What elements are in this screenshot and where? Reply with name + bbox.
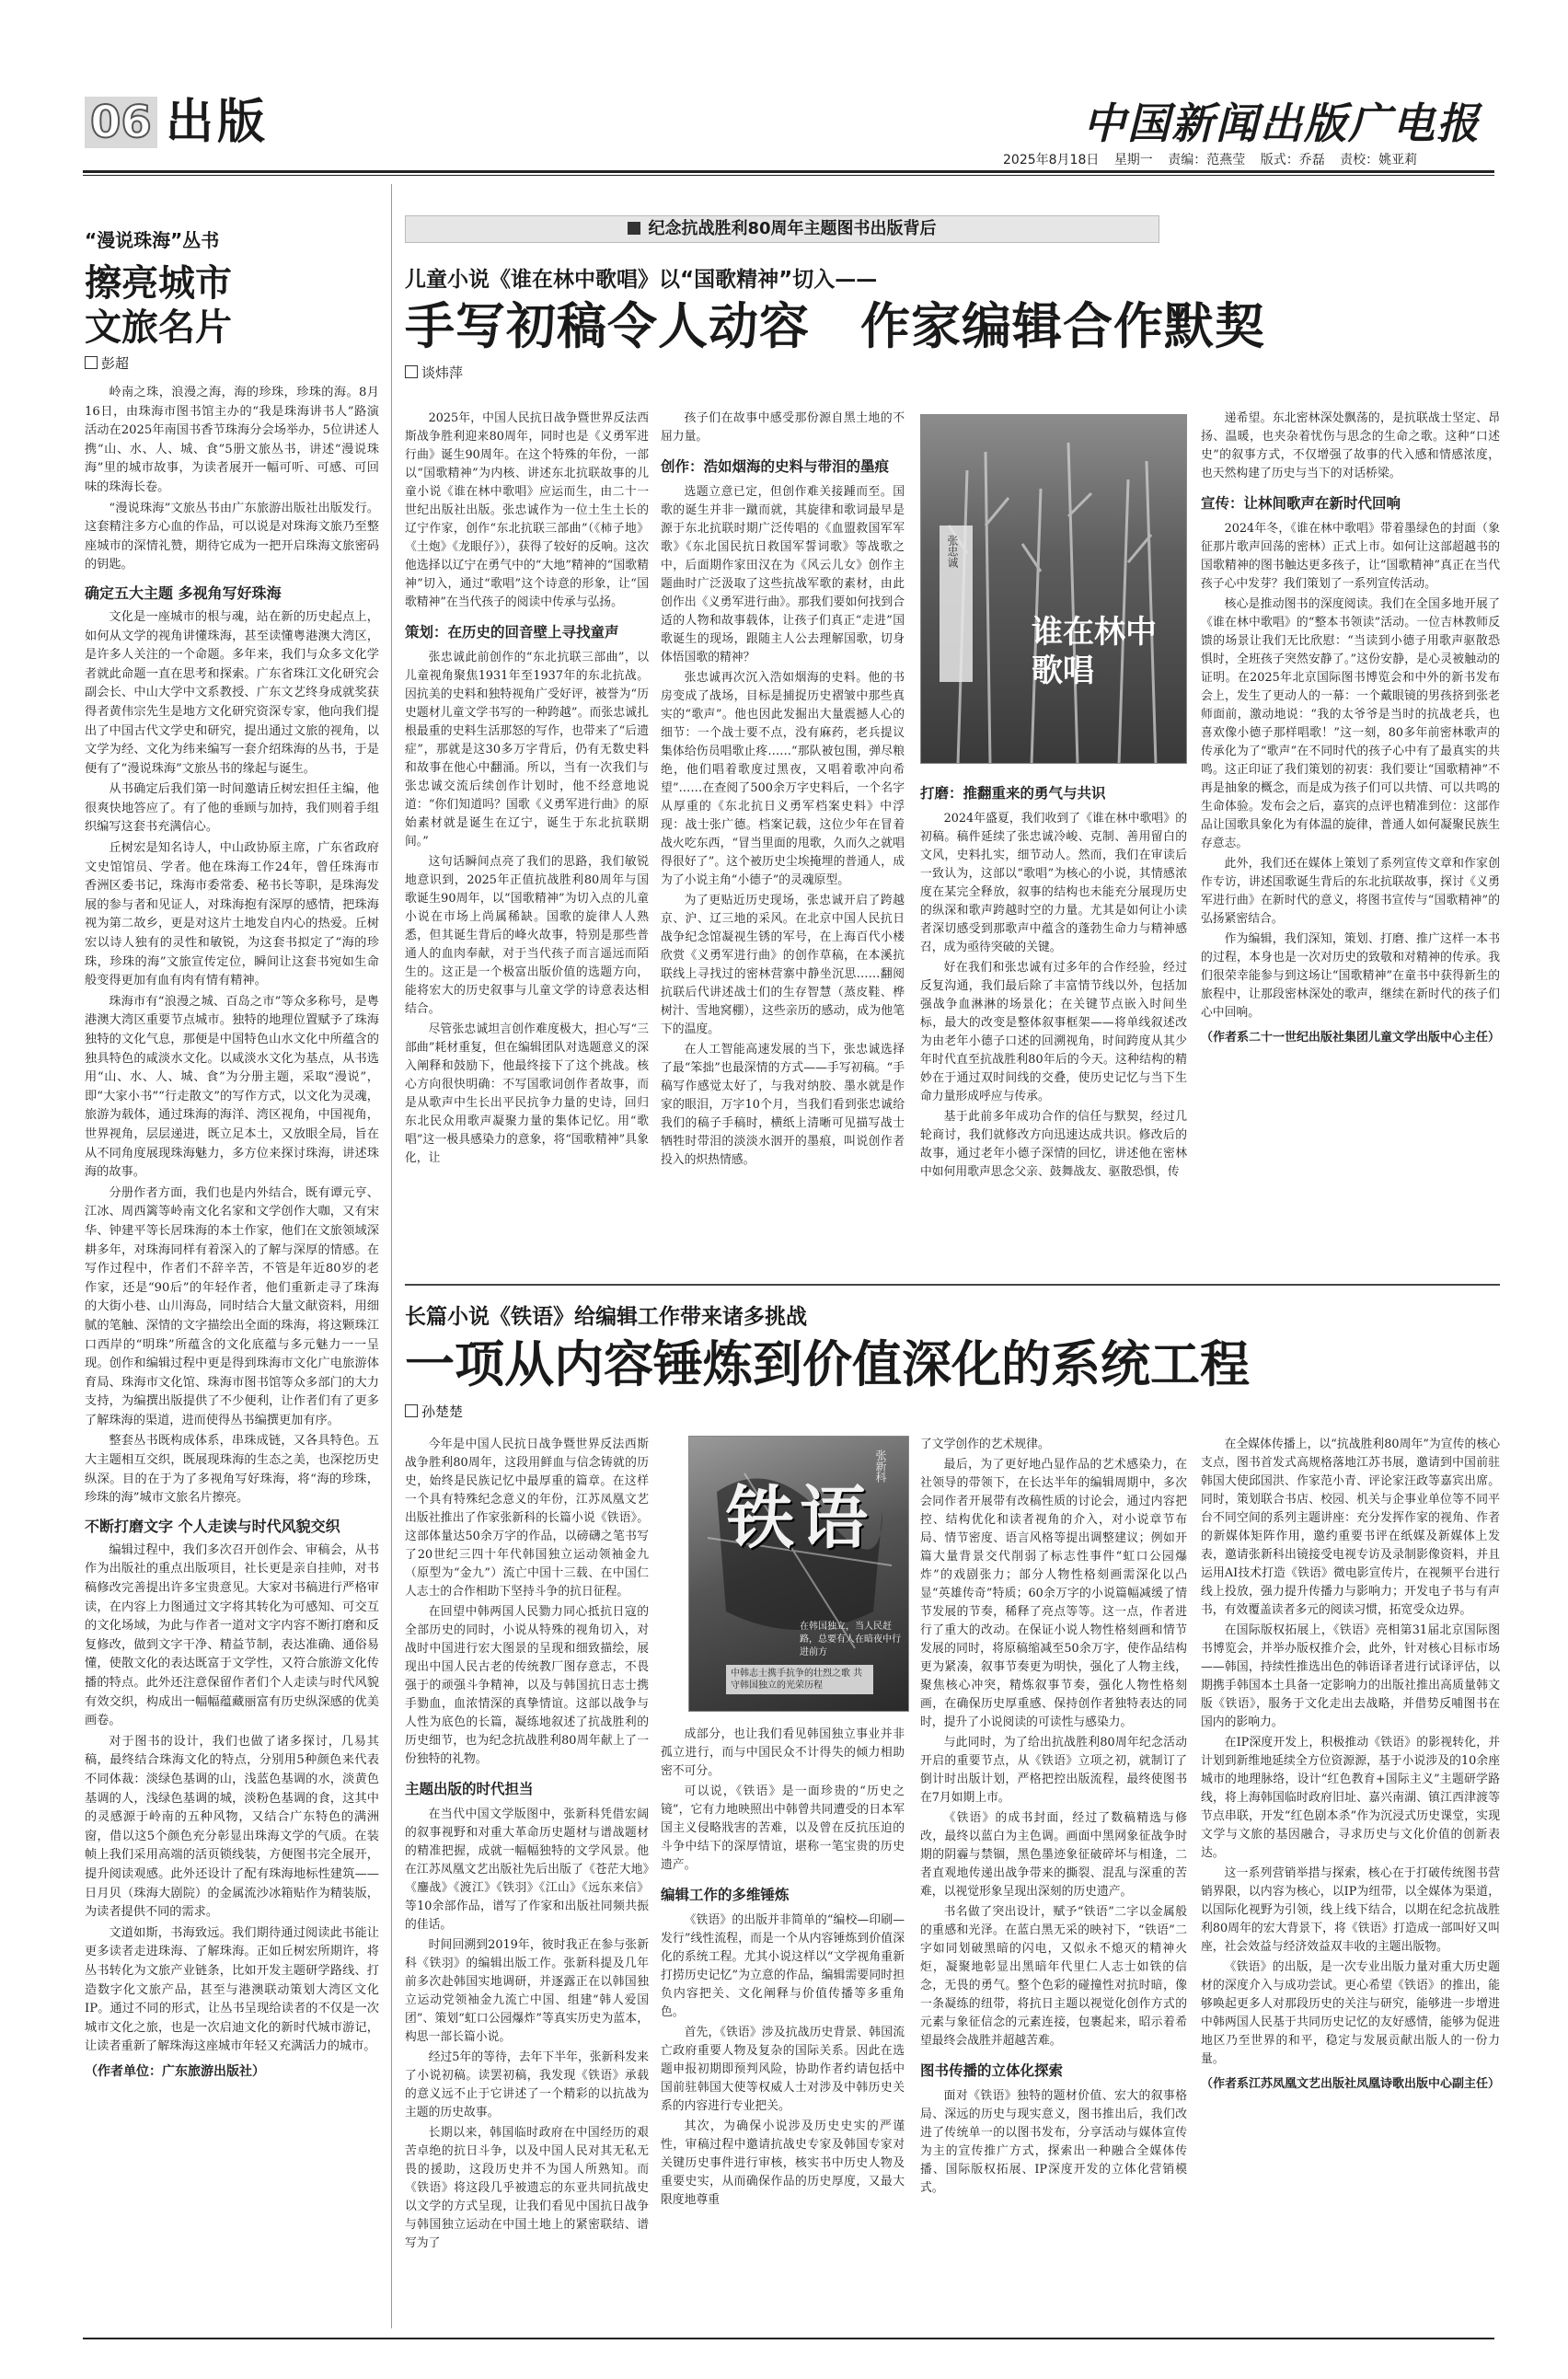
left-paragraph: 对于图书的设计，我们也做了诸多探讨，几易其稿，最终结合珠海文化的特点，分别用5种颜色来代表不同体裁：淡绿色基调的山，浅蓝色基调的水，淡黄色基调的人，浅绿色基调的城，淡粉色基调的食，这其中的灵感源于岭南的五种风物，又结合广东特色的满洲窗，借以这5个颜色充分彰显出珠海文学的气质。在装帧上我们采用高端的活页锁线装，方便图书完全展开，提升阅读观感。此外还设计了配有珠海地标性建筑——日月贝（珠海大剧院）的金属流沙冰箱贴作为精装版，为读者提供不同的需求。: [85, 1734, 379, 1920]
bottom-subhead: 编辑工作的多维锤炼: [661, 1887, 790, 1903]
article-divider: [405, 1284, 1500, 1286]
book-cover-image: [688, 1436, 909, 1712]
top-article-head: [405, 262, 1500, 393]
top-credit: （作者系二十一世纪出版社集团儿童文学出版中心主任）: [1201, 1031, 1501, 1045]
left-kicker: “漫说珠海”丛书: [85, 229, 220, 251]
paper-name: 中国新闻出版广电报: [1083, 98, 1481, 148]
book-cover-image: [920, 414, 1187, 764]
bottom-credit: （作者系江苏凤凰文艺出版社凤凰诗歌出版中心副主任）: [1201, 2077, 1501, 2091]
book-2-title: 铁语: [726, 1479, 873, 1558]
issue-date: 2025年8月18日: [1003, 153, 1100, 167]
bottom-col-4: [1201, 1436, 1500, 2094]
left-paragraph: 从书确定后我们第一时间邀请丘树宏担任主编，他很爽快地答应了。有了他的垂顾与加持，我们则着手组织编写这套书充满信心。: [85, 782, 379, 835]
bottom-paragraph: 长期以来，韩国临时政府在中国经历的艰苦卓绝的抗日斗争，以及中国人民对其无私无畏的援助，这段历史并不为国人所熟知。而《铁语》将这段几乎被遗忘的东亚共同抗战史以文学的方式呈现，让我们看见中国抗日战争与韩国独立运动在中国土地上的紧密联结、谱写为了: [405, 2126, 649, 2250]
top-byline: 谈炜萍: [405, 363, 1500, 382]
bottom-paragraph: 时间回溯到2019年，彼时我正在参与张新科《铁羽》的编辑出版工作。张新科提及几年前多次赴韩国实地调研，并逐露正在以韩国独立运动党领袖金九流亡中国、组建“韩人爱国团”、策划“虹口公园爆炸”等真实历史为蓝本，构思一部长篇小说。: [405, 1938, 649, 2044]
top-paragraph: 为了更贴近历史现场，张忠诚开启了跨越京、沪、辽三地的采风。在北京中国人民抗日战争纪念馆凝视生锈的军号，在上海百代小楼欣赏《义勇军进行曲》的创作草稿，在本溪抗联线上寻找过的密林营寨中静坐沉思……翻阅抗联后代讲述战士们的生存智慧（蒸皮鞋、桦树汁、雪地窝棚），这些亲历的感动，成为他笔下的温度。: [661, 894, 905, 1036]
bottom-paragraph: 与此同时，为了给出抗战胜利80周年纪念活动开启的重要节点，从《铁语》立项之初，就制订了倒计时出版计划，严格把控出版流程，最终使图书在7月如期上市。: [920, 1736, 1187, 1805]
bottom-kicker: 长篇小说《铁语》给编辑工作带来诸多挑战: [405, 1305, 807, 1329]
top-paragraph: 好在我们和张忠诚有过多年的合作经验，经过反复沟通，我们最后除了丰富情节线以外，包括加强战争血淋淋的场景化；在关键节点嵌入时间坐标，最大的改变是整体叙事框架——将单线叙述改为由老年小德子口述的回溯视角，时间跨度从其少年时代直至抗战胜利80年后的今天。这种结构的精妙在于通过双时间线的交叠，使历史记忆与当下生命力量形成呼应与传承。: [920, 961, 1187, 1103]
bottom-byline: 孙楚楚: [405, 1402, 1500, 1421]
left-paragraph: 文道如斯，书海致远。我们期待通过阅读此书能让更多读者走进珠海、了解珠海。正如丘树宏所期许，将丛书转化为文旅产业链条，比如开发主题研学路线、打造数字化文旅产品，甚至与港澳联动策划大湾区文化IP。通过不同的形式，让丛书呈现给读者的不仅是一次城市文化之旅，也是一次启迪文化的新时代城市游记，让读者重新了解珠海这座城市年轻又充满活力的城市。: [85, 1925, 379, 2054]
top-paragraph: 孩子们在故事中感受那份源自黑土地的不屈力量。: [661, 411, 905, 444]
bottom-headline: 一项从内容锤炼到价值深化的系统工程: [405, 1334, 1250, 1393]
bottom-paragraph: 首先，《铁语》涉及抗战历史背景、韩国流亡政府重要人物及复杂的国际关系。因此在选题申报初期即预判风险，协助作者约请包括中国前驻韩国大使等权威人士对涉及中韩历史关系的内容进行专业把关。: [661, 2026, 905, 2113]
bottom-paragraph: 在IP深度开发上，积极推动《铁语》的影视转化，并计划到新维地延续全方位资源源，基于小说涉及的10余座城市的地理脉络，设计“红色教育+国际主义”主题研学路线，将上海韩国临时政府旧址、嘉兴南湖、镇江西津渡等节点串联，开发“红色剧本杀”作为沉浸式历史课堂，实现文学与文旅的基因融合，寻求历史与文化价值的创新表达。: [1201, 1736, 1500, 1860]
masthead-rule-thin: [83, 175, 1494, 176]
bottom-paragraph: 这一系列营销举措与探索，核心在于打破传统图书营销界限，以内容为核心，以IP为纽带，以全媒体为渠道，以国际化视野为引领，线上线下结合，以期在纪念抗战胜利80周年的宏大背景下，将《铁语》打造成一部叫好又叫座，社会效益与经济效益双丰收的主题出版物。: [1201, 1866, 1500, 1954]
issue-proof: 责校：姚亚莉: [1340, 153, 1418, 167]
footer-rule: [83, 2338, 1494, 2339]
issue-meta: [1003, 150, 1428, 168]
top-subhead: 创作：浩如烟海的史料与带泪的墨痕: [661, 458, 890, 475]
left-paragraph: 丘树宏是知名诗人，中山政协原主席，广东省政府文史馆馆员、学者。他在珠海工作24年，曾任珠海市香洲区委书记，珠海市委常委、秘书长等职，是珠海发展的参与者和见证人，对珠海抱有深厚的感情，把珠海视为第二故乡，更是对这片土地发自内心的热爱。丘树宏以诗人独有的灵性和敏锐，为这套书拟定了“海的珍珠，珍珠的海”文旅宣传定位，瞬间让这套书宛如生命般变得更加有血有肉有情有精神。: [85, 841, 379, 988]
top-paragraph: 这句话瞬间点亮了我们的思路，我们敏锐地意识到，2025年正值抗战胜利80周年与国歌诞生90周年，以“国歌精神”为切入点的儿童小说在市场上尚属稀缺。国歌的旋律人人熟悉，但其诞生背后的峰火故事，特别是那些普通人的血肉奉献，对于当代孩子而言遥远而陌生的。这正是一个极富出版价值的选题方向，能将宏大的历史叙事与儿童文学的诗意表达相结合。: [405, 855, 649, 1016]
bottom-paragraph: 在回望中韩两国人民勠力同心抵抗日寇的全部历史的同时，小说从特殊的视角切入，对战时中国进行宏大图景的呈现和细致描绘，展现出中国人民古老的传统教厂图存意志，不畏强于的顽强斗争精神，以及与韩国抗日志士携手勠血，血浓情深的真挚情谊。这部以战争与人性为底色的长篇，凝练地叙述了抗战胜利的历史细节，也为纪念抗战胜利80周年献上了一份独特的礼物。: [405, 1605, 649, 1766]
left-paragraph: 岭南之珠，浪漫之海，海的珍珠，珍珠的海。8月16日，由珠海市图书馆主办的“我是珠海讲书人”路演活动在2025年南国书香节珠海分会场举办，5位讲述人携“山、水、人、城、食”5册文旅丛书，讲述“漫说珠海”里的城市故事，为读者展开一幅可听、可感、可回味的珠海长卷。: [85, 386, 379, 494]
top-col-1: [405, 410, 649, 1170]
bottom-paragraph: 在全媒体传播上，以“抗战胜利80周年”为宣传的核心支点，图书首发式高规格落地江苏书展，邀请到中国前驻韩国大使邱国洪、作家范小青、评论家汪政等嘉宾出席。同时，策划联合书店、校园、机关与企事业单位等不同平台不同空间的系列主题讲座：充分发挥作家的视角、作者的新媒体矩阵作用，邀约重要书评在纸媒及新媒体上发表，邀请张新科出镜接受电视专访及录制影像资料，并且运用AI技术打造《铁语》微电影宣传片，在视频平台进行线上投放，强力提升传播力与影响力；开发电子书与有声书，有效覆盖读者多元的阅读习惯，拓宽受众边界。: [1201, 1438, 1500, 1617]
top-paragraph: 张忠诚此前创作的“东北抗联三部曲”，以儿童视角聚焦1931年至1937年的东北抗战。因抗美的史料和独特视角广受好评，被誉为“历史题材儿童文学书写的一种跨越”。而张忠诚扎根最重的史料生活那怒的写作，也带来了“后遗症”，那就是这30多万字背后，仍有无数史料和故事在他心中翻涌。所以，当有一次我们与张忠诚交流后续创作计划时，他不经意地说道：“你们知道吗？国歌《义勇军进行曲》的原始素材就是诞生在辽宁，诞生于东北抗联期间。”: [405, 651, 649, 849]
top-subhead: 打磨：推翻重来的勇气与共识: [920, 785, 1106, 802]
bottom-paragraph: 了文学创作的艺术规律。: [920, 1438, 1050, 1451]
top-paragraph: 此外，我们还在媒体上策划了系列宣传文章和作家创作专访，讲述国歌诞生背后的东北抗联故事，探讨《义勇军进行曲》在新时代的意义，将图书宣传与“国歌精神”的弘扬紧密结合。: [1201, 857, 1500, 926]
book-2-author: 张新科: [874, 1449, 887, 1483]
left-headline-2: 文旅名片: [85, 306, 232, 349]
top-paragraph: 递希望。东北密林深处飘荡的，是抗联战士坚定、昂扬、温暖，也夹杂着忧伤与思念的生命之歌。这种“口述史”的叙事方式，不仅增强了故事的代入感和情感浓度，也天然构建了历史与当下的对话桥梁。: [1201, 411, 1500, 480]
forest-illustration: [921, 415, 1187, 764]
book-2-tagline: 中韩志士携手抗争的壮烈之歌 共守韩国独立的光荣历程: [726, 1665, 873, 1694]
bottom-paragraph: 可以说，《铁语》是一面珍贵的“历史之镜”，它有力地映照出中韩曾共同遭受的日本军国主义侵略戕害的苦难，以及曾在反抗压迫的斗争中结下的深厚情谊，堪称一笔宝贵的历史遗产。: [661, 1784, 905, 1872]
bottom-paragraph: 成部分，也让我们看见韩国独立事业并非孤立进行，而与中国民众不计得失的倾力相助密不可分。: [661, 1727, 905, 1778]
top-paragraph: 尽管张忠诚坦言创作难度极大，担心写“三部曲”耗材重复，但在编辑团队对选题意义的深入阐释和鼓励下，他最终接下了这个挑战。核心方向很快明确：不写国歌词创作者故事，而是从歌声中生长出平民抗争力量的史诗，回归东北民众用歌声凝聚力量的集体记忆。用“歌唱”这一极具感染力的意象，将“国歌精神”具象化，让: [405, 1022, 649, 1165]
bottom-paragraph: 《铁语》的出版并非简单的“编校—印刷—发行”线性流程，而是一个从内容锤炼到价值深化的系统工程。尤其小说这样以“文学视角重新打捞历史记忆”为立意的作品，编辑需要同时担负内容把关、文化阐释与价值传播等多重角色。: [661, 1913, 905, 2019]
topic-band: 纪念抗战胜利80周年主题图书出版背后: [405, 215, 1159, 243]
top-col-3: [920, 773, 1187, 1184]
bottom-subhead: 主题出版的时代担当: [405, 1781, 534, 1797]
issue-designer: 版式：乔磊: [1260, 153, 1325, 167]
book-1-author: 张忠诚: [946, 535, 959, 568]
left-paragraph: 编辑过程中，我们多次召开创作会、审稿会，从书作为出版社的重点出版项目，社长更是亲自挂帅，对书稿修改完善提出许多宝贵意见。大家对书稿进行严格审读，在内容上力图通过文字将其转化为可感知、可交互的文化场域，为此与作者一道对文字内容不断打磨和反复修改，做到文字干净、精益节制，表达准确、通俗易懂，使散文化的表达既富于文学性，又符合旅游文化传播的特点。此外还注意保留作者们个人走读与时代风貌有效交织，构成出一幅幅蕴藏丽富有历史纵深感的优美画卷。: [85, 1542, 379, 1728]
top-paragraph: 张忠诚再次沉入浩如烟海的史料。他的书房变成了战场，目标是捕捉历史褶皱中那些真实的“歌声”。他也因此发掘出大量震撼人心的细节：一个战士要不点，没有麻药，老兵提议集体给伤员唱歌止疼……“那队被包围，弹尽粮绝，他们唱着歌度过黑夜，又唱着歌冲向希望”……在查阅了500余万字史料后，一个名字从厚重的《东北抗日义勇军档案史料》中浮现：战士张广德。档案记载，这位少年在冒着战火吃东西，“冒当里面的甩歌，久而久之就唱得很好了”。这个被历史尘埃掩埋的普通人，成为了小说主角“小德子”的灵魂原型。: [661, 671, 905, 887]
left-paragraph: “漫说珠海”文旅丛书由广东旅游出版社出版发行。这套精注多方心血的作品，可以说是对珠海文旅乃至整座城市的深情礼赞，期待它成为一把开启珠海文旅密码的钥匙。: [85, 501, 379, 572]
top-paragraph: 选题立意已定，但创作难关接踵而至。国歌的诞生并非一蹴而就，其旋律和歌词最早是源于东北抗联时期广泛传唱的《血盟救国军军歌》《东北国民抗日救国军誓词歌》等战歌之中，后面期作家田汉在为《风云儿女》创作主题曲时广泛汲取了这些抗战军歌的素材，由此创作出《义勇军进行曲》。那我们要如何找到合适的人物和故事载体，让孩子们真正“走进”国歌诞生的现场，跟随主人公去理解国歌，切身体悟国歌的精神？: [661, 485, 905, 664]
top-subhead: 宣传：让林间歌声在新时代回响: [1201, 495, 1401, 512]
top-headline: 手写初稿令人动容 作家编辑合作默契: [405, 296, 1265, 355]
page-number: 06: [85, 97, 157, 148]
top-kicker: 儿童小说《谁在林中歌唱》以“国歌精神”切入——: [405, 268, 878, 292]
left-paragraph: 文化是一座城市的根与魂，站在新的历史起点上，如何从文学的视角讲懂珠海，甚至读懂粤港澳大湾区，是许多人关注的一个命题。多年来，我们与众多文化学者就此命题一直在思考和探索。广东省珠江文化研究会副会长、中山大学中文系教授、广东文艺终身成就奖获得者黄伟宗先生是地方文化研究资深专家，他向我们提出了中国古代文学史和研究，提出通过文旅的视角，以文学为经、文化为纬来编写一套介绍珠海的丛书，于是便有了“漫说珠海”文旅丛书的缘起与诞生。: [85, 609, 379, 776]
book-1-title: 谁在林中歌唱: [1032, 614, 1157, 689]
bottom-paragraph: 在当代中国文学版图中，张新科凭借宏阔的叙事视野和对重大革命历史题材与谱战题材的精准把握，成就一幅幅独特的文学风景。他在江苏凤凰文艺出版社先后出版了《苍茫大地》《鏖战》《渡江》《铁羽》《江山》《远东来信》等10余部作品，谱写了作家和出版社同频共振的佳话。: [405, 1807, 649, 1932]
bottom-col-2: [661, 1726, 905, 2212]
bottom-paragraph: 其次，为确保小说涉及历史史实的严谨性，审稿过程中邀请抗战史专家及韩国专家对关键历史事件进行审核，核实书中历史人物及重要史实，从而确保作品的历史厚度，又最大限度地尊重: [661, 2119, 905, 2207]
bottom-col-3: [920, 1436, 1187, 2200]
masthead-rule: [83, 170, 1494, 173]
top-subhead: 策划：在历史的回音壁上寻找童声: [405, 624, 619, 641]
left-byline: 彭超: [85, 353, 379, 373]
bottom-paragraph: 《铁语》的出版，是一次专业出版力量对重大历史题材的深度介入与成功尝试。更心希望《铁语》的推出，能够唤起更多人对那段历史的关注与研究，能够进一步增进中韩两国人民基于共同历史记忆的友好感情，能够为促进地区乃至世界的和平，稳定与发展贡献出版人的一份力量。: [1201, 1960, 1500, 2066]
left-paragraph: 分册作者方面，我们也是内外结合，既有谭元亨、江冰、周西篱等岭南文化名家和文学创作大咖，又有宋华、钟建平等长居珠海的本土作家，他们在文旅领域深耕多年，对珠海同样有着深入的了解与深厚的情感。在写作过程中，作者们不辞辛苦，不管是年近80岁的老作家，还是“90后”的年轻作者，他们重新走寻了珠海的大街小巷、山川海岛，同时结合大量文献资料，用细腻的笔触、深情的文字描绘出全面的珠海，将这颗珠江口西岸的“明珠”所蕴含的文化底蕴与多元魅力一一呈现。创作和编辑过程中更是得到珠海市文化广电旅游体育局、珠海市文化馆、珠海市图书馆等众多部门的大力支持，为编撰出版提供了不少便利，让作者们有了更多了解珠海的渠道，进而使得丛书编撰更加有序。: [85, 1185, 379, 1427]
column-divider: [391, 184, 392, 2328]
left-subhead: 确定五大主题 多视角写好珠海: [85, 583, 282, 602]
left-headline-1: 擦亮城市: [85, 261, 232, 305]
bottom-paragraph: 书名做了突出设计，赋予“铁语”二字以金属般的重感和光泽。在蓝白黑无采的映衬下，“铁语”二字如同划破黑暗的闪电，又似永不熄灭的精神火炬，凝聚地彰显出黑暗年代里仁人志士如铁的信念，无畏的勇气。整个色彩的碰撞性对抗时暗，像一条凝练的纽带，将抗日主题以视觉化创作方式的元素与象征信念的元素连接，包裹起来，昭示着希望最终会战胜并超越苦难。: [920, 1905, 1187, 2048]
book-2-blurb: 在韩国独立，当人民赶路，总要有人在暗夜中行进前方: [800, 1622, 901, 1657]
top-paragraph: 2025年，中国人民抗日战争暨世界反法西斯战争胜利迎来80周年，同时也是《义勇军进行曲》诞生90周年。在这个特殊的年份，一部以“国歌精神”为内核、讲述东北抗联故事的儿童小说《谁在林中歌唱》应运而生，由二十一世纪出版社出版。张忠诚作为一位土生土长的辽宁作家，创作“东北抗联三部曲”（《柿子地》《土炮》《龙眼仔》），获得了较好的反响。这次他选择以辽宁在勇气中的“大地”精神的“国歌精神”切入，通过“歌唱”这个诗意的形象，让“国歌精神”在当代孩子的阅读中传承与弘扬。: [405, 411, 649, 609]
issue-editor: 责编：范燕莹: [1168, 153, 1246, 167]
bottom-paragraph: 经过5年的等待，去年下半年，张新科发来了小说初稿。读罢初稿，我发现《铁语》承载的意义远不止于它讲述了一个精彩的以抗战为主题的历史故事。: [405, 2050, 649, 2119]
bottom-paragraph: 最后，为了更好地凸显作品的艺术感染力，在社领导的带领下，在长达半年的编辑周期中，多次会同作者开展带有改稿性质的讨论会，通过内容把控、结构优化和读者视角的介入，对小说章节布局、情节密度、语言风格等提出调整建议；例如开篇大量背景交代削弱了标志性事件“虹口公园爆炸”的戏剧张力；部分人物性格刻画需深化以凸显“英雄传奇”特质；60余万字的小说篇幅减缓了情节发展的节奏，稀释了亮点等等。这一点，作者进行了重大的改动。在保证小说人物性格刻画和情节发展的同时，将原稿缩减至50余万字，使作品结构更为紧凑，叙事节奏更为明快，强化了人物主线，聚焦核心冲突，精炼叙事节奏，强化人物性格刻画，在确保历史厚重感、保持创作者独特表达的同时，提升了小说阅读的可读性与感染力。: [920, 1458, 1187, 1729]
top-col-2: [661, 410, 905, 1172]
top-paragraph: 在人工智能高速发展的当下，张忠诚选择了最“笨拙”也最深情的方式——手写初稿。“手稿写作感觉太好了，与我对纳胶、墨水就是作家的眼泪，万字10个月，当我们看到张忠诚给我们的稿子手稿时，横纸上清晰可见描写战士牺牲时带泪的淡淡水洇开的墨痕，叫说创作者投入的炽热情感。: [661, 1043, 905, 1167]
top-paragraph: 2024年冬，《谁在林中歌唱》带着墨绿色的封面（象征那片歌声回荡的密林）正式上市。如何让这部超越书的国歌精神的图书触达更多孩子，让“国歌精神”真正在当代孩子心中发芽？我们策划了一系列宣传活动。: [1201, 522, 1500, 591]
bottom-article-head: [405, 1299, 1500, 1432]
left-article: [85, 225, 379, 2082]
bottom-col-1: [405, 1436, 649, 2255]
top-paragraph: 核心是推动图书的深度阅读。我们在全国多地开展了《谁在林中歌唱》的“整本书领读”活动。一位吉林教师反馈的场景让我们无比欣慰：“当读到小德子用歌声驱散恐惧时，全班孩子突然安静了。”这份安静，是心灵被触动的证明。在2025年北京国际图书博览会和中外的新书发布会上，发生了更动人的一幕：一个戴眼镜的男孩挤到张老师面前，激动地说：“我的太爷爷是当时的抗战老兵，也喜欢像小德子那样唱歌！”这一刻，80多年前密林歌声的传承化为了“歌声”在不同时代的孩子心中有了最真实的共鸣。这正印证了我们策划的初衷：我们要让“国歌精神”不再是抽象的概念，而是成为孩子们可以共情、可以共鸣的生命体验。发布会之后，嘉宾的点评也精准到位：这部作品让国歌具象化为有体温的旋律，普通人如何凝聚民族生存意志。: [1201, 597, 1500, 850]
left-paragraph: 整套丛书既构成体系，串珠成链，又各具特色。五大主题相互交织，既展现珠海的生态之美，也深挖历史纵深。目的在于为了多视角写好珠海，将“海的珍珠，珍珠的海”城市文旅名片擦亮。: [85, 1434, 379, 1506]
top-paragraph: 基于此前多年成功合作的信任与默契，经过几轮商讨，我们就修改方向迅速达成共识。修改后的故事，通过老年小德子深情的回忆，讲述他在密林中如何用歌声思念父亲、鼓舞战友、驱散恐惧，传: [920, 1110, 1187, 1179]
left-subhead: 不断打磨文字 个人走读与时代风貌交织: [85, 1517, 340, 1535]
bottom-paragraph: 《铁语》的成书封面，经过了数稿精选与修改，最终以蓝白为主色调。画面中黑网象征战争时期的阴霾与禁锢，黑色墨迹象征破碎坏与相逢，二者直观地传递出战争带来的撕裂、混乱与深重的苦难，以视觉形象呈现出深刻的历史遗产。: [920, 1811, 1187, 1899]
bottom-paragraph: 面对《铁语》独特的题材价值、宏大的叙事格局、深远的历史与现实意义，图书推出后，我们改进了传统单一的以图书发布，分享活动与媒体宣传为主的宣传推广方式，探索出一种融合全媒体传播、国际版权拓展、IP深度开发的立体化营销模式。: [920, 2089, 1187, 2195]
top-col-4: [1201, 410, 1500, 1047]
top-paragraph: 2024年盛夏，我们收到了《谁在林中歌唱》的初稿。稿件延续了张忠诚冷峻、克制、善用留白的文风，史料扎实，细节动人。然而，我们在审读后一致认为，这部以“歌唱”为核心的小说，其情感浓度在某完全释放，叙事的结构也未能充分展现历史的纵深和歌声跨越时空的力量。尤其是如何让小读者深切感受到那歌声中蕴含的蓬勃生命力与精神感召，成为亟待突破的关键。: [920, 812, 1187, 954]
bottom-paragraph: 今年是中国人民抗日战争暨世界反法西斯战争胜利80周年，这段用鲜血与信念铸就的历史，始终是民族记忆中最厚重的篇章。在这样一个具有特殊纪念意义的年份，江苏凤凰文艺出版社推出了作家张新科的长篇小说《铁语》。这部体量达50余万字的作品，以磅礴之笔书写了20世纪三四十年代韩国独立运动领袖金九（原型为“金九”）流亡中国十三载、在中国仁人志士的合作相助下坚持斗争的抗日征程。: [405, 1438, 649, 1599]
issue-weekday: 星期一: [1113, 153, 1153, 167]
top-paragraph: 作为编辑，我们深知，策划、打磨、推广这样一本书的过程，本身也是一次对历史的致敬和对精神的传承。我们很荣幸能参与到这场让“国歌精神”在童书中获得新生的旅程中，让那段密林深处的歌声，继续在新时代的孩子们心中回响。: [1201, 932, 1500, 1020]
bottom-subhead: 图书传播的立体化探索: [920, 2062, 1064, 2079]
bottom-paragraph: 在国际版权拓展上，《铁语》亮相第31届北京国际图书博览会，并举办版权推介会，此外，针对核心目标市场——韩国，持续性推选出色的韩语译者进行试译评估，以期携手韩国本土具备一定影响力的出版社推出高质量韩文版《铁语》，服务于文化走出去战略，并借势反哺图书在国内的影响力。: [1201, 1623, 1500, 1729]
left-paragraph: 珠海市有“浪漫之城、百岛之市”等众多称号，是粤港澳大湾区重要节点城市。独特的地理位置赋予了珠海独特的文化气息，那便是中国特色山水文化中所蕴含的独具特色的咸淡水文化。以咸淡水文化为基点，从书选用“山、水、人、城、食”为分册主题，采取“漫说”，即“大家小书”“行走散文”的写作方式，以文化为灵魂，旅游为载体，通过珠海的海洋、湾区视角，中国视角，世界视角，层层递进，既立足本土，又放眼全局，旨在从不同角度展现珠海魅力，多方位来探讨珠海，讲述珠海的故事。: [85, 994, 379, 1180]
left-credit: （作者单位：广东旅游出版社）: [85, 2063, 265, 2079]
section-name: 出版: [166, 95, 270, 150]
